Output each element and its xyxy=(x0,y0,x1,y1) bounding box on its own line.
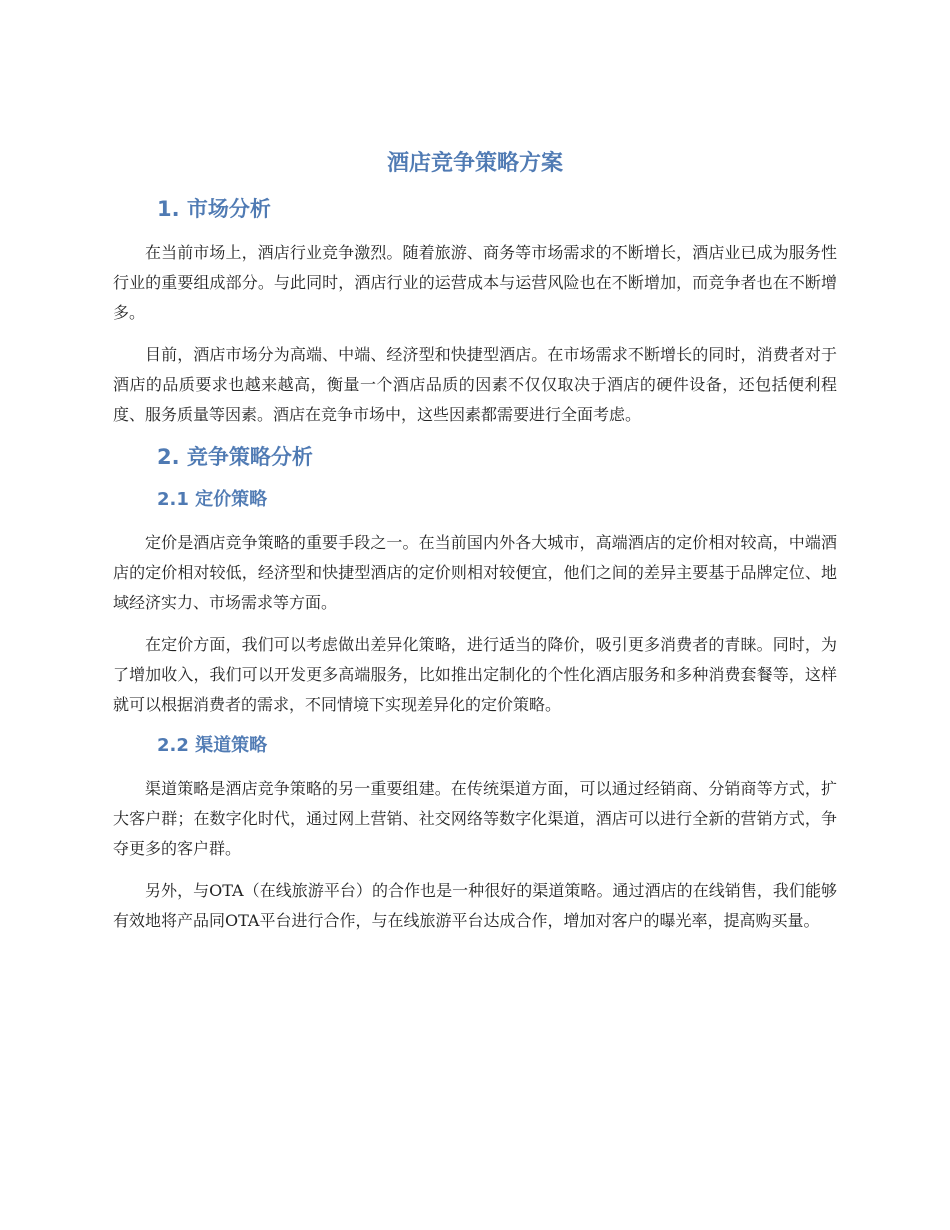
section-heading-competition-strategy: 2. 竞争策略分析 xyxy=(157,445,313,469)
paragraph: 渠道策略是酒店竞争策略的另一重要组建。在传统渠道方面，可以通过经销商、分销商等方式，扩大客户群；在数字化时代，通过网上营销、社交网络等数字化渠道，酒店可以进行全新的营销方式，争夺更多的客户群。 xyxy=(113,779,837,858)
section-heading-market-analysis: 1. 市场分析 xyxy=(157,197,271,221)
subsection-heading-pricing: 2.1 定价策略 xyxy=(157,489,268,510)
document-title: 酒店竞争策略方案 xyxy=(386,151,563,176)
subsection-heading-channel: 2.2 渠道策略 xyxy=(157,735,268,756)
paragraph: 在定价方面，我们可以考虑做出差异化策略，进行适当的降价，吸引更多消费者的青睐。同时，为了增加收入，我们可以开发更多高端服务，比如推出定制化的个性化酒店服务和多种消费套餐等，这样就可以根据消费者的需求，不同情境下实现差异化的定价策略。 xyxy=(113,635,837,714)
paragraph: 在当前市场上，酒店行业竞争激烈。随着旅游、商务等市场需求的不断增长，酒店业已成为服务性行业的重要组成部分。与此同时，酒店行业的运营成本与运营风险也在不断增加，而竞争者也在不断增多。 xyxy=(113,243,837,322)
paragraph: 另外，与OTA（在线旅游平台）的合作也是一种很好的渠道策略。通过酒店的在线销售，我们能够有效地将产品同OTA平台进行合作，与在线旅游平台达成合作，增加对客户的曝光率，提高购买量。 xyxy=(113,881,837,930)
paragraph: 目前，酒店市场分为高端、中端、经济型和快捷型酒店。在市场需求不断增长的同时，消费者对于酒店的品质要求也越来越高，衡量一个酒店品质的因素不仅仅取决于酒店的硬件设备，还包括便利程度、服务质量等因素。酒店在竞争市场中，这些因素都需要进行全面考虑。 xyxy=(113,345,837,424)
paragraph: 定价是酒店竞争策略的重要手段之一。在当前国内外各大城市，高端酒店的定价相对较高，中端酒店的定价相对较低，经济型和快捷型酒店的定价则相对较便宜，他们之间的差异主要基于品牌定位、地域经济实力、市场需求等方面。 xyxy=(113,533,837,612)
